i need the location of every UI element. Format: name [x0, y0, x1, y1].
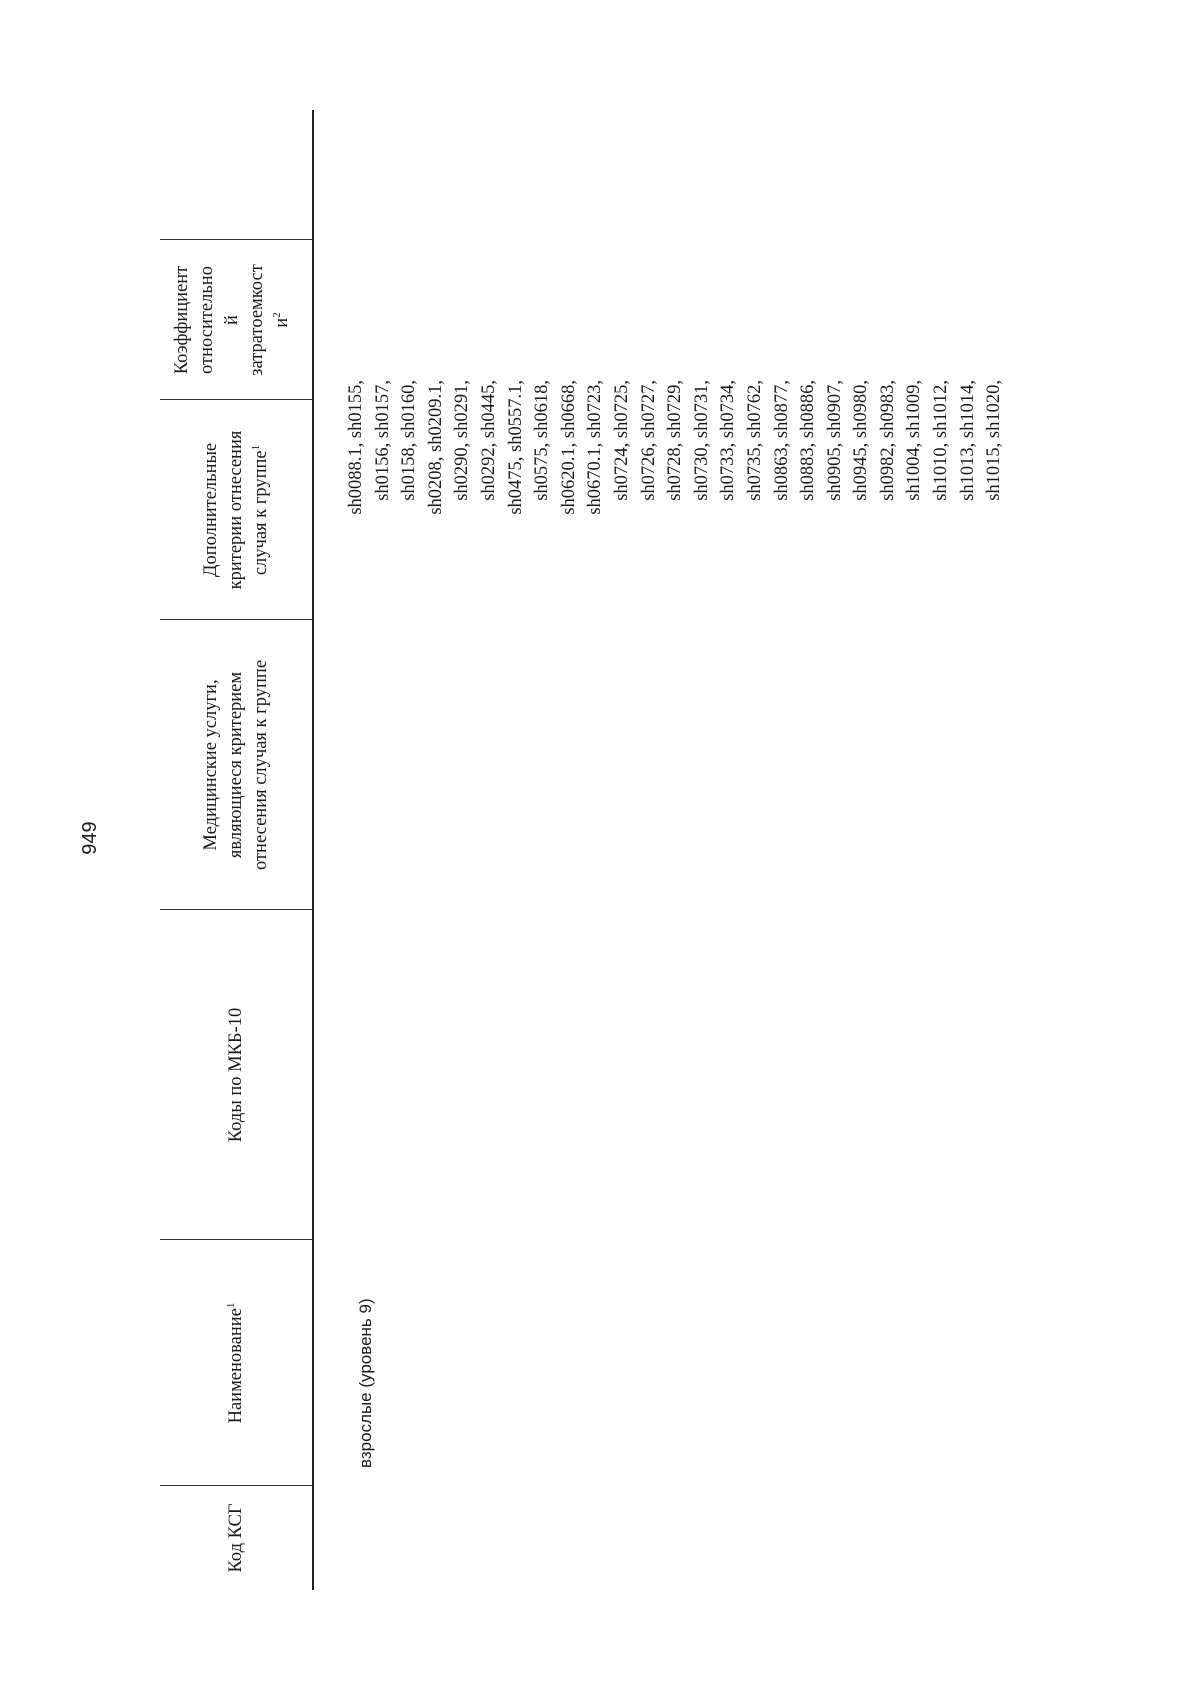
criteria-code-line: sh0724, sh0725, — [611, 380, 632, 501]
header-ksg-code — [160, 1486, 312, 1590]
criteria-code-line: sh1010, sh1012, — [931, 380, 952, 501]
criteria-code-line: sh0158, sh0160, — [399, 380, 420, 501]
header-coef-footnote: 2 — [270, 312, 283, 318]
criteria-code-line: sh1013, sh1014, — [957, 380, 978, 501]
criteria-code-line: sh0883, sh0886, — [798, 380, 819, 501]
header-criteria-line: Дополнительные — [200, 442, 221, 578]
criteria-code-line: sh0208, sh0209.1, — [425, 380, 446, 515]
header-criteria-line: случая к группе — [250, 450, 271, 576]
page-number: 949 — [79, 821, 101, 855]
criteria-code-line: sh0733, sh0734, — [718, 380, 739, 501]
criteria-code-line: sh1004, sh1009, — [904, 380, 925, 501]
header-name-footnote: 1 — [224, 1302, 237, 1309]
criteria-code-line: sh0670.1, sh0723, — [585, 380, 606, 515]
criteria-code-line: sh0863, sh0877, — [771, 380, 792, 501]
row-additional-criteria-codes — [343, 380, 1008, 590]
table-header-row — [160, 110, 314, 1590]
header-name — [160, 1240, 312, 1486]
criteria-code-line: sh0905, sh0907, — [824, 380, 845, 501]
column-divider — [160, 239, 312, 240]
criteria-code-line: sh0290, sh0291, — [452, 380, 473, 501]
header-additional-criteria — [160, 400, 312, 620]
header-coef-line: затратоемкост — [247, 264, 267, 376]
row-group-name: взрослые (уровень 9) — [356, 1298, 375, 1468]
criteria-code-line: sh1015, sh1020, — [984, 380, 1005, 501]
criteria-code-line: sh0735, sh0762, — [744, 380, 765, 501]
header-coef-line: относительно — [197, 266, 217, 374]
criteria-code-line: sh0726, sh0727, — [638, 380, 659, 501]
criteria-code-line: sh0088.1, sh0155, — [346, 380, 366, 515]
criteria-code-line: sh0982, sh0983, — [877, 380, 898, 501]
header-cost-coefficient — [160, 240, 312, 400]
header-coef-line: Коэффициент — [172, 265, 192, 375]
criteria-code-line: sh0156, sh0157, — [372, 380, 393, 501]
criteria-code-line: sh0730, sh0731, — [691, 380, 712, 501]
criteria-code-line: sh0292, sh0445, — [478, 380, 499, 501]
header-medical-services — [160, 620, 312, 910]
header-coef-line: и — [272, 317, 292, 328]
header-coef-line: й — [222, 315, 242, 325]
header-name-label: Наименование — [225, 1308, 246, 1424]
rotated-table-page — [160, 110, 1160, 1590]
header-services-line: Медицинские услуги, — [200, 679, 221, 851]
header-icd-codes — [160, 910, 312, 1240]
header-name-text — [224, 1303, 249, 1424]
criteria-code-line: sh0728, sh0729, — [665, 380, 686, 501]
header-criteria-line: критерии отнесения — [225, 430, 246, 590]
header-icd-codes-text: Коды по МКБ-10 — [225, 1007, 246, 1143]
header-additional-criteria-text — [199, 431, 274, 590]
header-medical-services-text — [199, 660, 274, 870]
header-services-line: являющиеся критерием — [225, 671, 246, 859]
criteria-code-line: sh0620.1, sh0668, — [558, 380, 579, 515]
header-criteria-footnote: 1 — [249, 444, 262, 451]
header-cost-coefficient-text — [170, 264, 295, 376]
criteria-code-line: sh0575, sh0618, — [532, 380, 553, 501]
header-ksg-code-text: Код КСГ — [225, 1503, 246, 1573]
header-services-line: отнесения случая к группе — [250, 659, 271, 871]
criteria-code-line: sh0945, sh0980, — [851, 380, 872, 501]
criteria-code-line: sh0475, sh0557.1, — [505, 380, 526, 515]
